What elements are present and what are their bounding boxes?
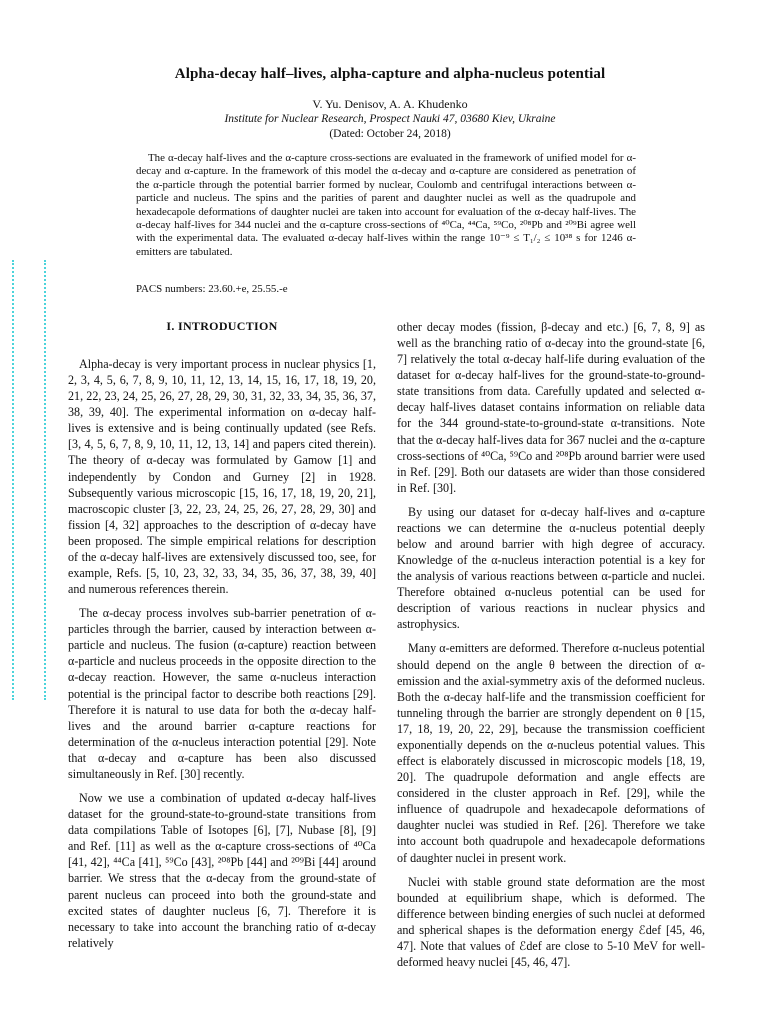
paragraph-7: Nuclei with stable ground state deformation are the most bounded at equilibrium shape, which is deformed. The difference between binding energies of such nuclei at deformed and spherical shapes is the deformation energy ℰdef [45, 46, 47]. Note that values of ℰdef are close to 5-10 MeV for well-deformed heavy nuclei [45, 46, 47]. [397, 874, 705, 969]
date-line: (Dated: October 24, 2018) [329, 128, 451, 140]
right-column [397, 319, 705, 978]
authors: V. Yu. Denisov, A. A. Khudenko [312, 97, 468, 111]
affiliation: Institute for Nuclear Research, Prospect Nauki 47, 03680 Kiev, Ukraine [224, 113, 556, 125]
paragraph-1: Alpha-decay is very important process in nuclear physics [1, 2, 3, 4, 5, 6, 7, 8, 9, 10, 11, 12, 13, 14, 15, 16, 17, 18, 19, 20, 21, 22, 23, 24, 25, 26, 27, 28, 29, 30, 31, 32, 33, 34, 35, 36, 37, 38, 39, 40]. The experimental information on α-decay half-lives is extensive and is being continually updated (see Refs. [3, 4, 5, 6, 7, 8, 9, 10, 11, 12, 13, 14] and papers cited therein). The theory of α-decay was formulated by Gamow [1] and independently by Condon and Gurney [2] in 1928. Subsequently various microscopic [15, 16, 17, 18, 19, 20, 21], macroscopic cluster [3, 22, 23, 24, 25, 26, 27, 28, 29, 30] and fission [4, 32] approaches to the description of α-decay have been proposed. The simple empirical relations for description of the α-decay half-lives are extensively discussed too, see, for example, Refs. [5, 10, 23, 32, 33, 34, 35, 36, 37, 38, 39, 40] and numerous references therein. [68, 357, 376, 597]
abstract: The α-decay half-lives and the α-capture cross-sections are evaluated in the framework of unified model for α-decay and α-capture. In the framework of this model the α-decay and α-capture are considered as penetration of the α-particle through the potential barrier formed by nuclear, Coulomb and centrifugal interactions between α-particle and nucleus. The spins and the parities of parent and daughter nuclei as well as the quadrupole and hexadecapole deformations of daughter nuclei are taken into account for evaluation of the α-decay half-lives. The α-decay half-lives for 344 nuclei and the α-capture cross-sections of ⁴⁰Ca, ⁴⁴Ca, ⁵⁹Co, ²⁰⁸Pb and ²⁰⁹Bi agree well with the experimental data. The evaluated α-decay half-lives within the range 10⁻⁹ ≤ T₁/₂ ≤ 10³⁸ s for 1246 α-emitters are tabulated. [136, 152, 636, 258]
section-heading: I. INTRODUCTION [166, 319, 278, 333]
arxiv-side-stamp [12, 260, 46, 700]
left-column [68, 356, 376, 959]
paper-title: Alpha-decay half–lives, alpha-capture and alpha-nucleus potential [174, 66, 606, 82]
paragraph-6: Many α-emitters are deformed. Therefore α-nucleus potential should depend on the angle θ between the direction of α-emission and the axial-symmetry axis of the deformed nucleus. Both the α-decay half-life and the transmission coefficient for tunneling through the barrier are strongly dependent on θ [15, 17, 18, 19, 20, 22, 29], because the transmission coefficient exponentially depends on the α-nucleus potential values. This effect is elaborately discussed in microscopic models [18, 19, 20]. The quadrupole deformation and angle effects are considered in the cluster approach in Ref. [29], while the influence of quadrupole and hexadecapole deformations of daughter nuclei was studied in Ref. [26]. Therefore we take into account both quadrupole and hexadecapole deformations of daughter nuclei in present work. [397, 641, 705, 865]
paragraph-3: Now we use a combination of updated α-decay half-lives dataset for the ground-state-to-ground-state transitions from data compilations Table of Isotopes [6], [7], Nubase [8], [9] and Ref. [11] as well as the α-capture cross-sections of ⁴⁰Ca [41, 42], ⁴⁴Ca [41], ⁵⁹Co [43], ²⁰⁸Pb [44] and ²⁰⁹Bi [44] around barrier. We stress that the α-decay from the ground-state of parent nucleus can proceed into both the ground-state and excited states of daughter nucleus [6, 7]. Therefore it is necessary to take into account the branching ratio of α-decay relatively [68, 791, 376, 950]
paragraph-4: other decay modes (fission, β-decay and etc.) [6, 7, 8, 9] as well as the branching ratio of α-decay into the ground-state [6, 7] relatively the total α-decay half-life during evaluation of the dataset for α-decay half-lives for the ground-state-to-ground-state transitions from data. Carefully updated and selected α-decay half-lives dataset contains information on reliable data for the 344 ground-state-to-ground-state α-transitions. Note that the α-decay half-lives data for 367 nuclei and the α-capture cross-sections of ⁴⁰Ca, ⁵⁹Co and ²⁰⁸Pb around barrier were used in Ref. [29]. Both our datasets are wider than those considered in Ref. [30]. [397, 320, 705, 495]
paragraph-2: The α-decay process involves sub-barrier penetration of α-particles through the barrier, caused by interaction between α-particle and nucleus. The fusion (α-capture) reaction between α-particle and nucleus proceeds in the opposite direction to the α-decay reaction. However, the same α-nucleus interaction potential is the principal factor to describe both reactions [29]. Therefore it is natural to use data for both the α-decay half-lives and the around barrier α-capture reactions for determination of the α-nucleus interaction potential [29]. Note that α-decay and α-capture has been also discussed simultaneously in Ref. [30] recently. [68, 606, 376, 781]
pacs-numbers: PACS numbers: 23.60.+e, 25.55.-e [136, 283, 288, 295]
paragraph-5: By using our dataset for α-decay half-lives and α-capture reactions we can determine the α-nucleus potential deeply below and around barrier with high degree of accuracy. Knowledge of the α-nucleus interaction potential is a key for the analysis of various reactions between α-particle and nuclei. Therefore obtained α-nucleus potential can be used for description of various reactions in nuclear physics and astrophysics. [397, 504, 705, 632]
